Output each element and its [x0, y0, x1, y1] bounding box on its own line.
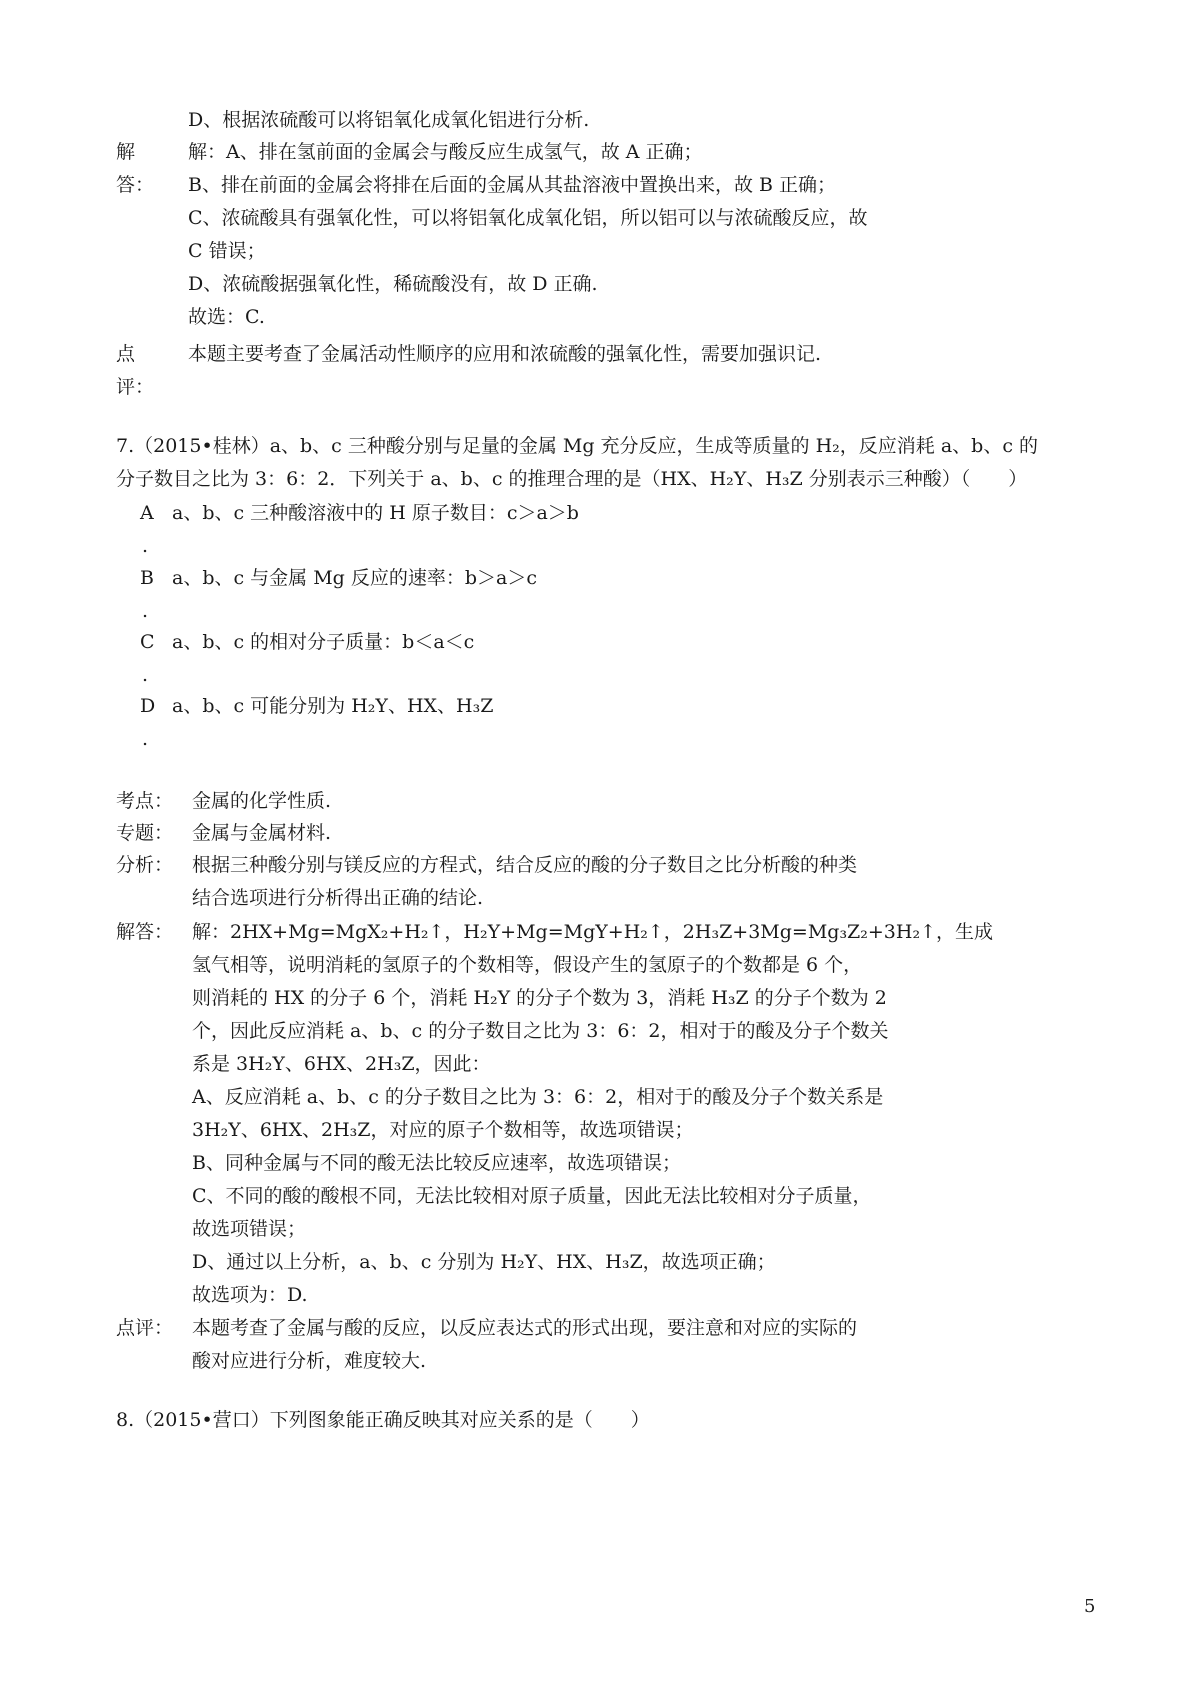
- jieda-line: C、不同的酸的酸根不同，无法比较相对原子质量，因此无法比较相对分子质量，: [192, 1185, 872, 1207]
- option-letter: C: [140, 631, 155, 653]
- fenxi-body: [192, 849, 952, 915]
- option-text: a、b、c 三种酸溶液中的 H 原子数目：c＞a＞b: [172, 502, 579, 524]
- prev-answer-label-2: 答：: [116, 174, 155, 196]
- option-letter: B: [140, 567, 154, 589]
- prev-comment: 本题主要考查了金属活动性顺序的应用和浓硫酸的强氧化性，需要加强识记.: [188, 343, 822, 365]
- prev-answer-body: [188, 136, 948, 334]
- jieda-line: 个，因此反应消耗 a、b、c 的分子数目之比为 3：6：2，相对于的酸及分子个数关: [192, 1020, 889, 1042]
- kaodian-label: 考点：: [116, 790, 174, 812]
- option-letter: A: [140, 502, 154, 524]
- dianping-body: [192, 1312, 952, 1378]
- prev-analysis-d: D、根据浓硫酸可以将铝氧化成氧化铝进行分析.: [188, 109, 590, 131]
- jieda-line: A、反应消耗 a、b、c 的分子数目之比为 3：6：2，相对于的酸及分子个数关系是: [192, 1086, 884, 1108]
- jieda-line: 系是 3H₂Y、6HX、2H₃Z，因此：: [192, 1053, 491, 1075]
- jieda-line: 故选项错误；: [192, 1218, 307, 1240]
- q7-option-b: [140, 562, 537, 595]
- option-dot: .: [142, 664, 149, 686]
- dianping-line: 本题考查了金属与酸的反应，以反应表达式的形式出现，要注意和对应的实际的: [192, 1317, 858, 1339]
- fenxi-line: 结合选项进行分析得出正确的结论.: [192, 887, 484, 909]
- zhuanti-label: 专题：: [116, 822, 174, 844]
- jieda-label: 解答：: [116, 921, 174, 943]
- option-dot: .: [142, 600, 149, 622]
- fenxi-line: 根据三种酸分别与镁反应的方程式，结合反应的酸的分子数目之比分析酸的种类: [192, 854, 858, 876]
- prev-answer-line: 故选：C.: [188, 306, 265, 328]
- prev-answer-line: B、排在前面的金属会将排在后面的金属从其盐溶液中置换出来，故 B 正确；: [188, 174, 837, 196]
- option-text: a、b、c 的相对分子质量：b＜a＜c: [172, 631, 475, 653]
- prev-answer-line: C 错误；: [188, 240, 266, 262]
- q7-option-a: [140, 497, 579, 530]
- jieda-line: 则消耗的 HX 的分子 6 个，消耗 H₂Y 的分子个数为 3，消耗 H₃Z 的分子个数为 2: [192, 987, 887, 1009]
- prev-comment-label-1: 点: [116, 343, 136, 365]
- jieda-line: D、通过以上分析，a、b、c 分别为 H₂Y、HX、H₃Z，故选项正确；: [192, 1251, 776, 1273]
- jieda-line: 解：2HX+Mg=MgX₂+H₂↑，H₂Y+Mg=MgY+H₂↑，2H₃Z+3Mg=Mg₃Z₂+3H₂↑，生成: [192, 921, 993, 943]
- option-text: a、b、c 可能分别为 H₂Y、HX、H₃Z: [172, 695, 494, 717]
- dianping-label: 点评：: [116, 1317, 174, 1339]
- prev-answer-label-1: 解: [116, 141, 136, 163]
- prev-answer-line: D、浓硫酸据强氧化性，稀硫酸没有，故 D 正确.: [188, 273, 598, 295]
- jieda-line: B、同种金属与不同的酸无法比较反应速率，故选项错误；: [192, 1152, 681, 1174]
- option-letter: D: [140, 695, 156, 717]
- q7-option-c: [140, 626, 474, 659]
- jieda-body: [192, 916, 993, 1312]
- fenxi-label: 分析：: [116, 854, 174, 876]
- page-number: 5: [1084, 1596, 1096, 1617]
- option-text: a、b、c 与金属 Mg 反应的速率：b＞a＞c: [172, 567, 537, 589]
- prev-answer-line: C、浓硫酸具有强氧化性，可以将铝氧化成氧化铝，所以铝可以与浓硫酸反应，故: [188, 207, 868, 229]
- jieda-line: 3H₂Y、6HX、2H₃Z，对应的原子个数相等，故选项错误；: [192, 1119, 694, 1141]
- jieda-line: 氢气相等，说明消耗的氢原子的个数相等，假设产生的氢原子的个数都是 6 个，: [192, 954, 863, 976]
- kaodian-text: 金属的化学性质.: [192, 790, 332, 812]
- q7-option-d: [140, 690, 493, 723]
- q7-stem-line-1: 7.（2015•桂林）a、b、c 三种酸分别与足量的金属 Mg 充分反应，生成等质量的 H₂，反应消耗 a、b、c 的: [116, 435, 1038, 457]
- prev-answer-line: 解：A、排在氢前面的金属会与酸反应生成氢气，故 A 正确；: [188, 141, 703, 163]
- q7-stem-line-2: 分子数目之比为 3：6：2．下列关于 a、b、c 的推理合理的是（HX、H₂Y、H₃Z 分别表示三种酸）（ ）: [116, 468, 1028, 490]
- option-dot: .: [142, 728, 149, 750]
- option-dot: .: [142, 535, 149, 557]
- dianping-line: 酸对应进行分析，难度较大.: [192, 1350, 427, 1372]
- prev-comment-label-2: 评：: [116, 376, 155, 398]
- zhuanti-text: 金属与金属材料.: [192, 822, 332, 844]
- q8-stem: 8.（2015•营口）下列图象能正确反映其对应关系的是（ ）: [116, 1409, 650, 1431]
- jieda-line: 故选项为：D.: [192, 1284, 308, 1306]
